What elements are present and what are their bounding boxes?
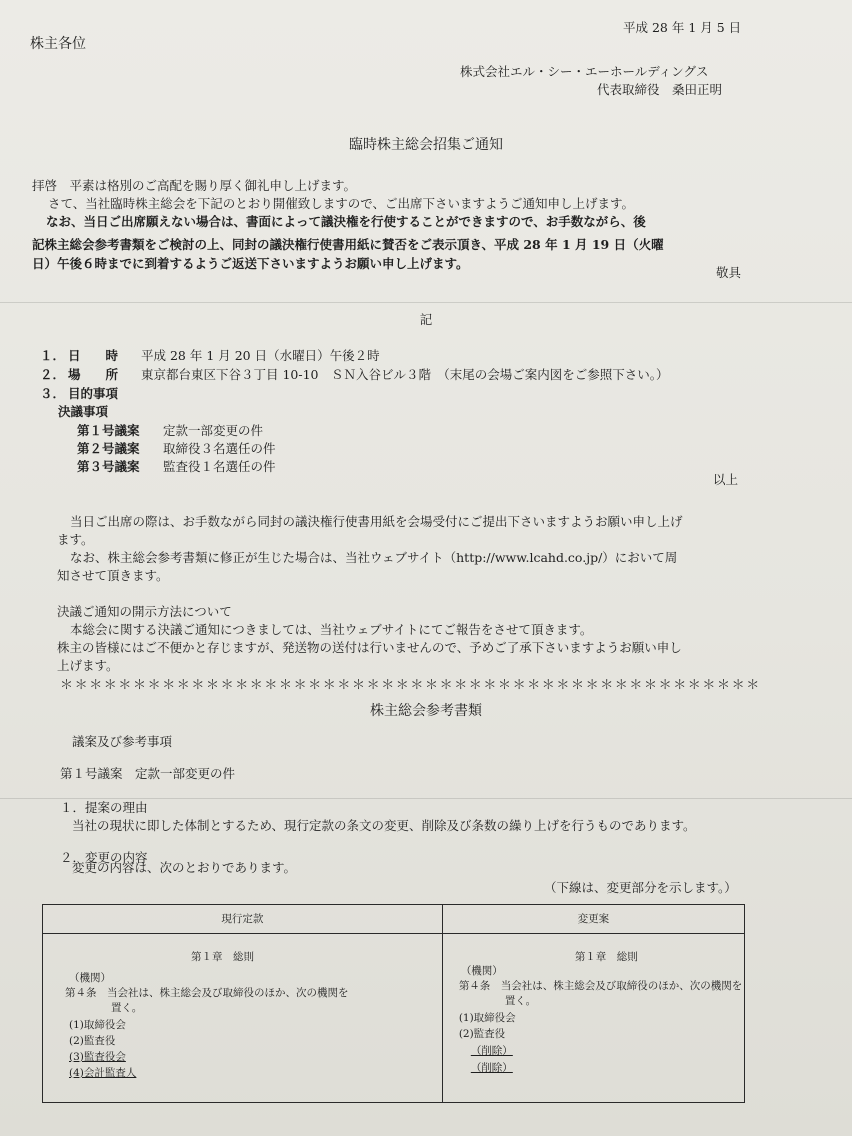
note-line: 当日ご出席の際は、お手数ながら同封の議決権行使書用紙を会場受付にご提出下さいますようお願い申し上げ (70, 514, 683, 529)
closing-ijou: 以上 (713, 472, 739, 487)
reason-text: 当社の現状に即した体制とするため、現行定款の条文の変更、削除及び条数の繰り上げを行うものであります。 (72, 818, 696, 833)
proposed-articles-cell (442, 934, 744, 1103)
article-heading: （機関） (69, 972, 111, 984)
item-number: ３． (40, 386, 66, 401)
item-number: ２． (40, 367, 66, 382)
item-value: 東京都台東区下谷３丁目 10-10 ＳＮ入谷ビル３階 （末尾の会場ご案内図をご参照下さい。） (141, 367, 669, 382)
note-line: 知させて頂きます。 (57, 568, 169, 583)
note-line: なお、株主総会参考書類に修正が生じた場合は、当社ウェブサイト（http://www.lcahd.co.jp/）において周 (70, 550, 678, 565)
proposal-number: 第１号議案 (77, 423, 140, 438)
disclosure-heading: 決議ご通知の開示方法について (57, 604, 232, 619)
ki-heading: 記 (419, 312, 433, 327)
organ-item-deleted: （削除） (470, 1045, 513, 1057)
intro-line: 記株主総会参考書類をご検討の上、同封の議決権行使書用紙に賛否をご表示頂き、平成 28 年 1 月 19 日（火曜 (32, 237, 664, 252)
chapter-title: 第１章 総則 (191, 951, 254, 963)
proposal-number: 第３号議案 (77, 459, 140, 474)
separator-stars: ＊＊＊＊＊＊＊＊＊＊＊＊＊＊＊＊＊＊＊＊＊＊＊＊＊＊＊＊＊＊＊＊＊＊＊＊＊＊＊＊＊＊＊＊＊＊＊＊ (60, 678, 761, 693)
organ-item: (2)監査役 (69, 1035, 116, 1047)
disclosure-line: 株主の皆様にはご不便かと存じますが、発送物の送付は行いませんので、予めご了承下さいますようお願い申し (57, 640, 682, 655)
resolutions-heading: 決議事項 (58, 404, 109, 419)
paper-fold (0, 798, 852, 799)
change-text: 変更の内容は、次のとおりであります。 (72, 860, 297, 875)
chapter-title: 第１章 総則 (574, 951, 638, 963)
proposal-text: 取締役３名選任の件 (163, 441, 276, 456)
item-number: １． (40, 348, 66, 363)
articles-comparison-table (42, 904, 745, 1103)
intro-line: 拝啓 平素は格別のご高配を賜り厚く御礼申し上げます。 (32, 178, 357, 193)
note-line: ます。 (57, 532, 94, 547)
organ-item: (1)取締役会 (458, 1012, 516, 1024)
intro-line: さて、当社臨時株主総会を下記のとおり開催致しますので、ご出席下さいますようご通知申し上げます。 (48, 196, 635, 211)
closing-keigu: 敬具 (716, 265, 742, 280)
proposal-1-heading: 第１号議案 定款一部変更の件 (60, 766, 236, 781)
organ-item-changed: (3)監査役会 (69, 1051, 126, 1063)
intro-line: なお、当日ご出席願えない場合は、書面によって議決権を行使することができますので、お手数ながら、後 (46, 214, 646, 229)
item-label: 目的事項 (68, 386, 119, 401)
organ-item-changed: (4)会計監査人 (69, 1067, 137, 1079)
article-text-cont: 置く。 (504, 995, 537, 1007)
column-header-proposed: 変更案 (442, 905, 744, 934)
article-heading: （機関） (460, 965, 503, 977)
proposal-number: 第２号議案 (77, 441, 140, 456)
reference-title: 株主総会参考書類 (370, 703, 482, 719)
item-value: 平成 28 年 1 月 20 日（水曜日）午後２時 (141, 348, 380, 363)
underline-note: （下線は、変更部分を示します。） (544, 880, 737, 895)
organ-item-deleted: （削除） (470, 1062, 513, 1074)
disclosure-line: 本総会に関する決議ご通知につきましては、当社ウェブサイトにてご報告をさせて頂きます。 (70, 622, 593, 637)
notice-title: 臨時株主総会招集ご通知 (349, 137, 503, 153)
issue-date: 平成 28 年 1 月 5 日 (623, 20, 742, 35)
article-text-cont: 置く。 (111, 1002, 143, 1014)
organ-item: (2)監査役 (458, 1028, 506, 1040)
article-text: 第４条 当会社は、株主総会及び取締役のほか、次の機関を (65, 987, 349, 999)
article-text: 第４条 当会社は、株主総会及び取締役のほか、次の機関を (458, 980, 743, 992)
item-label: 場 所 (68, 367, 119, 382)
paper-fold (0, 302, 852, 303)
company-name: 株式会社エル・シー・エーホールディングス (460, 64, 709, 79)
proposal-text: 定款一部変更の件 (163, 423, 264, 438)
reason-heading: １．提案の理由 (60, 800, 148, 815)
item-label: 日 時 (68, 348, 119, 363)
proposal-text: 監査役１名選任の件 (163, 459, 276, 474)
change-heading: ２．変更の内容 (60, 850, 148, 865)
organ-item: (1)取締役会 (69, 1019, 126, 1031)
column-header-current: 現行定款 (43, 905, 443, 934)
reference-subtitle: 議案及び参考事項 (72, 734, 173, 749)
addressee: 株主各位 (30, 36, 86, 52)
disclosure-line: 上げます。 (57, 658, 119, 673)
representative: 代表取締役 桑田正明 (597, 82, 723, 97)
intro-line: 日）午後６時までに到着するようご返送下さいますようお願い申し上げます。 (32, 256, 469, 271)
current-articles-cell (43, 934, 443, 1103)
